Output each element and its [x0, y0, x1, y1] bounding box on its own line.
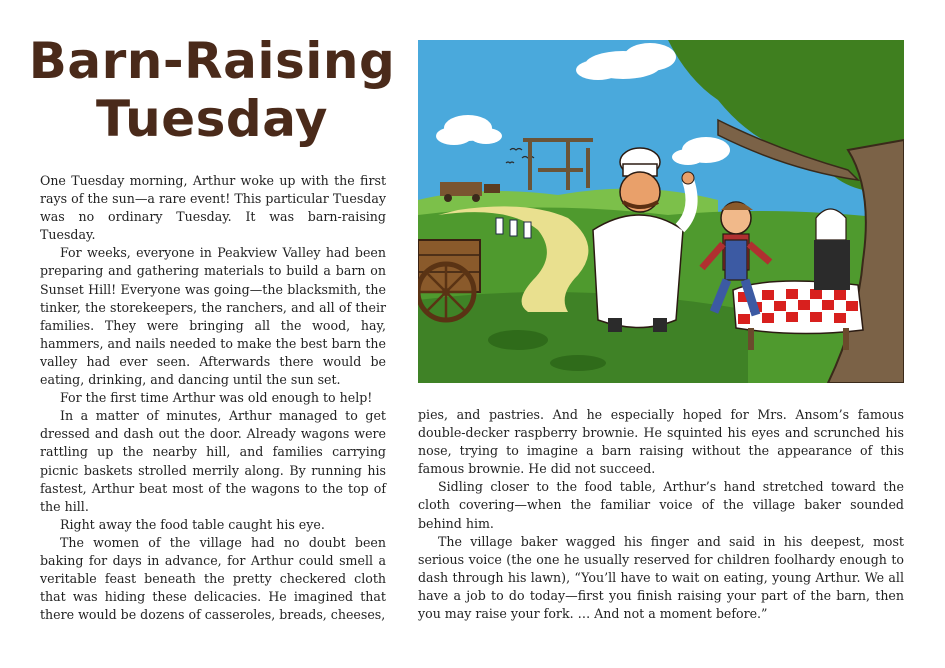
paragraph: The women of the village had no doubt been baking for days in advance, for Arthur could smell a veritable feast beneath the pretty checkered cloth that was hiding these delicacies. He imagined that there would be dozens of casseroles, breads, cheeses,: [40, 534, 386, 623]
left-text-column: [40, 172, 386, 624]
paragraph: In a matter of minutes, Arthur managed to get dressed and dash out the door. Already wagons were rattling up the nearby hill, and families carrying picnic baskets strolled merrily along. By running his fastest, Arthur beat most of the wagons to the top of the hill.: [40, 408, 386, 514]
villager-woman: [814, 209, 850, 290]
barn-raising-illustration: [418, 40, 904, 383]
paragraph: Sidling closer to the food table, Arthur’s hand stretched toward the cloth covering—when the familiar voice of the village baker sounded behind him.: [418, 479, 904, 531]
paragraph: One Tuesday morning, Arthur woke up with the first rays of the sun—a rare event! This particular Tuesday was no ordinary Tuesday. It was barn-raising Tuesday.: [40, 173, 386, 243]
paragraph: pies, and pastries. And he especially hoped for Mrs. Ansom’s famous double-decker raspberry brownie. He squinted his eyes and scrunched his nose, trying to imagine a barn raising without the appearance of this famous brownie. He did not succeed.: [418, 407, 904, 477]
paragraph: For the first time Arthur was old enough to help!: [60, 390, 373, 406]
story-title: [28, 32, 396, 148]
right-text-column: [418, 406, 904, 623]
title-line-2: Tuesday: [96, 90, 328, 148]
paragraph: Right away the food table caught his eye.: [60, 516, 325, 532]
title-line-1: Barn-Raising: [28, 32, 396, 90]
paragraph: For weeks, everyone in Peakview Valley had been preparing and gathering materials to build a barn on Sunset Hill! Everyone was going—the blacksmith, the tinker, the storekeepers, the ranchers, and all of their families. They were bringing all the wood, hay, hammers, and nails needed to make the best barn the valley had ever seen. Afterwards there would be eating, drinking, and dancing until the sun set.: [40, 245, 386, 388]
paragraph: The village baker wagged his finger and said in his deepest, most serious voice (the one he usually reserved for children foolhardy enough to dash through his lawn), “You’ll have to wait on eating, young Arthur. We all have a job to do today—first you finish raising your part of the barn, then you may raise your fork. … And not a moment before.”: [418, 533, 904, 622]
